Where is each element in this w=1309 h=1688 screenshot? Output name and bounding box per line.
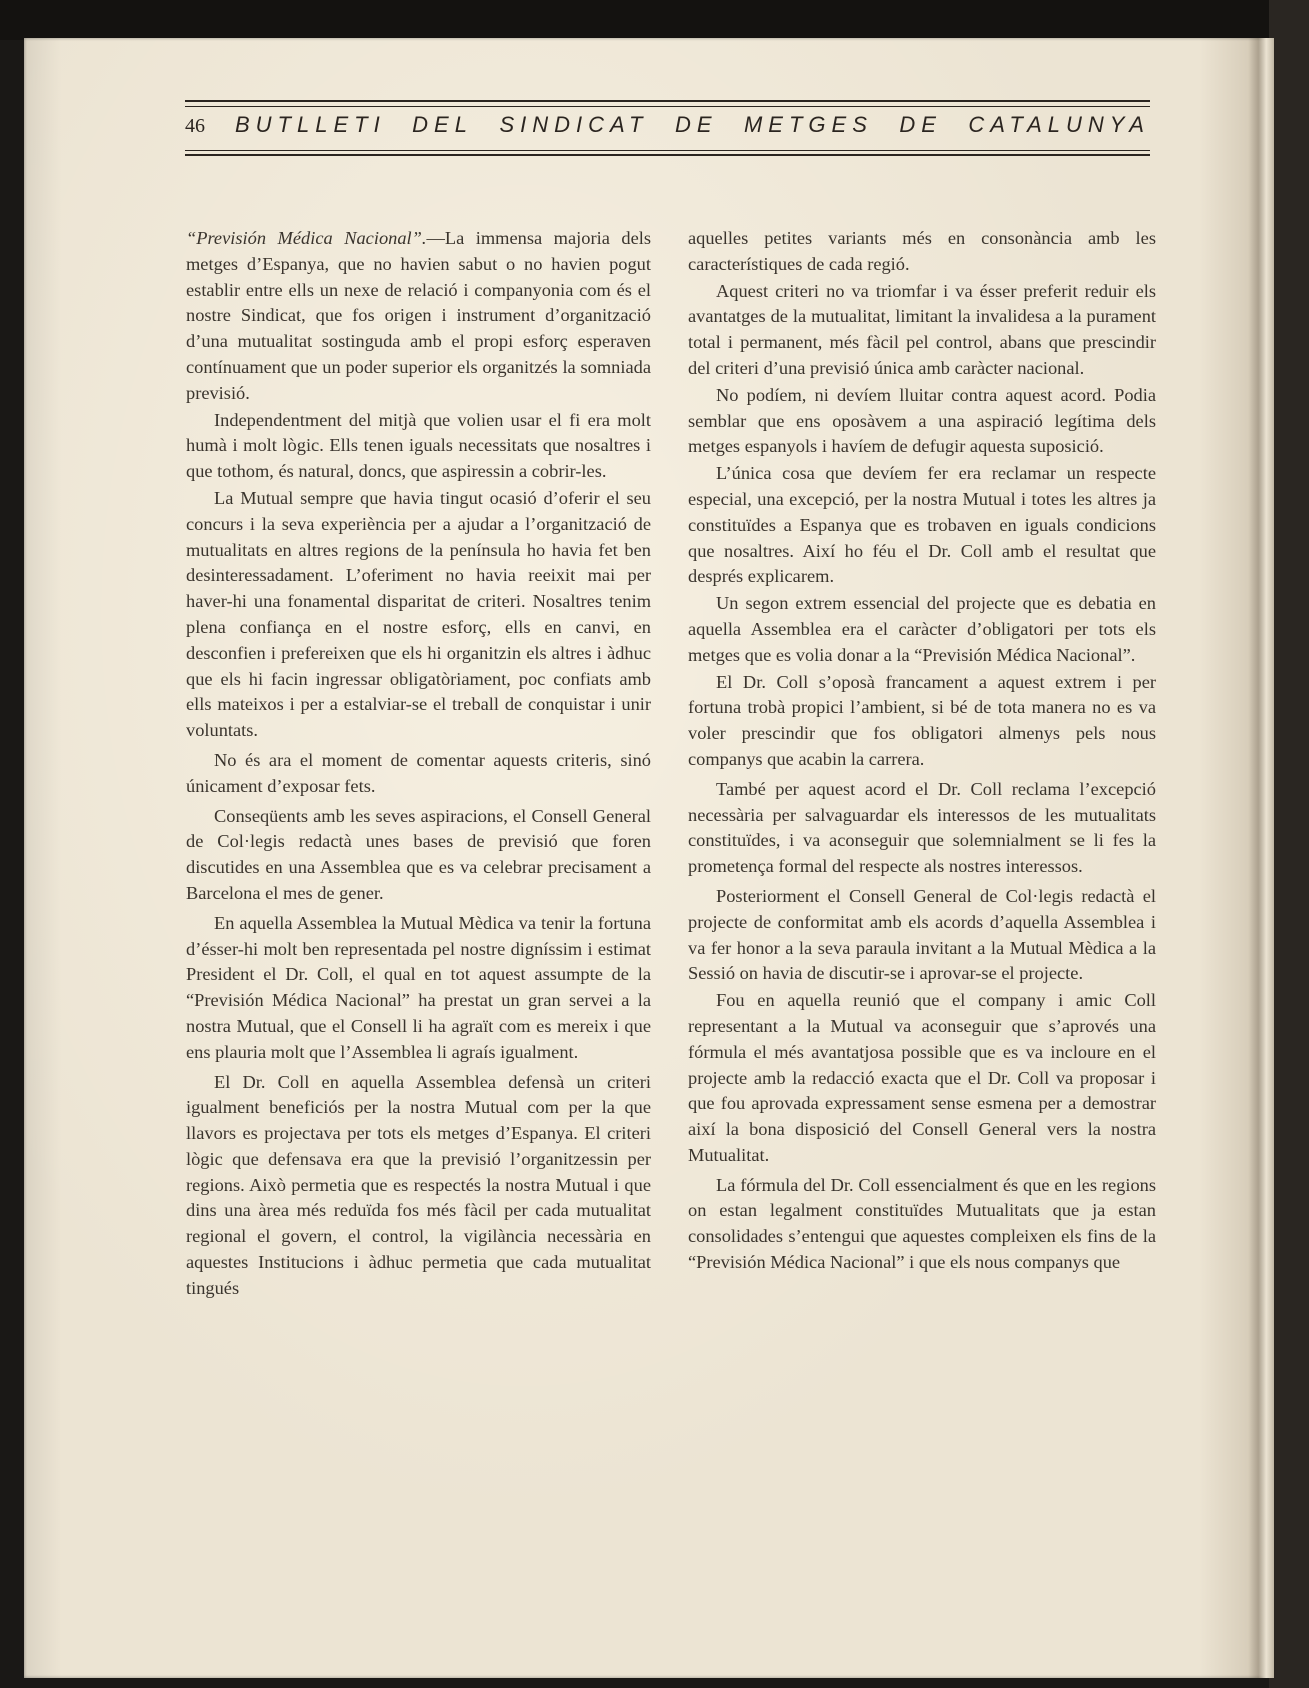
page-number: 46 [185,115,205,137]
paragraph: En aquella Assemblea la Mutual Mèdica va tenir la fortuna d’ésser-hi molt ben representada pel nostre digníssim i estimat President el Dr. Coll, el qual en tot aquest assumpte de la “Previsión Médica Nacional” ha prestat un gran servei a la nostra Mutual, que el Consell li ha agraït com es mereix i que ens plauria molt que l’Assemblea li agraís igualment. [186,912,651,1062]
paragraph: aquelles petites variants més en consonància amb les característiques de cada regió. [688,228,1156,274]
paragraph: Independentment del mitjà que volien usar el fi era molt humà i molt lògic. Ells tenen iguals necessitats que nosaltres i que tothom, és natural, doncs, que aspiressin a cobrir-les. [186,409,651,482]
paragraph: Un segon extrem essencial del projecte que es debatia en aquella Assemblea era el caràcter d’obligatori per tots els metges que es volia donar a la “Previsión Médica Nacional”. [688,593,1156,665]
paragraph: Conseqüents amb les seves aspiracions, el Consell General de Col·legis redactà unes bases de previsió que foren discutides en una Assemblea que es va celebrar precisament a Barcelona el mes de gener. [186,805,651,903]
paragraph: La Mutual sempre que havia tingut ocasió d’oferir el seu concurs i la seva experiència per a ajudar a l’organització de mutualitats en altres regions de la península ho havia fet ben desinteressadament. L’oferiment no havia reeixit mai per haver-hi una fonamental disparitat de criteri. Nosaltres tenim plena confiança en el nostre esforç, ells en canvi, en desconfien i prefereixen que els hi organitzin els altres i àdhuc que els hi facin ingressar obligatòriament, poc confiats amb ells mateixos i per a estalviar-se el treball de conquistar i unir voluntats. [186,487,651,741]
paragraph: No podíem, ni devíem lluitar contra aquest acord. Podia semblar que ens oposàvem a una aspiració legítima dels metges espanyols i havíem de defugir aquesta suposició. [688,384,1156,457]
paragraph [186,226,651,407]
left-column [186,226,651,1303]
journal-title-word: CATALUNYA [968,112,1150,137]
journal-title-word: DE [899,112,942,137]
journal-title-word: METGES [743,112,873,137]
header-rule-top [185,100,1150,102]
paragraph: No és ara el moment de comentar aquests criteris, sinó únicament d’exposar fets. [186,749,651,796]
journal-title-word: BUTLLETI [235,112,386,137]
paragraph: El Dr. Coll en aquella Assemblea defensà un criteri igualment beneficiós per la nostra Mutual com per la que llavors es projectava per tots els metges d’Espanya. El criteri lògic que defensava era que la previsió l’organitzessin per regions. Això permetia que es respectés la nostra Mutual i que dins una àrea més reduïda fos més fàcil per cada mutualitat regional el govern, el control, la vigilància necessària en aquestes Institucions i àdhuc permetia que cada mutualitat tingués [186,1071,651,1298]
right-column [688,226,1156,1277]
paragraph: Posteriorment el Consell General de Col·legis redactà el projecte de conformitat amb els acords d’aquella Assemblea i va fer honor a la seva paraula invitant a la Mutual Mèdica a la Sessió on havia de discutir-se i aprovar-se el projecte. [688,885,1156,984]
header-rule-top-thin [185,106,1150,107]
paragraph-text: —La immensa majoria dels metges d’Espanya, que no havien sabut o no havien pogut establir entre ells un nexe de relació i companyonia com és el nostre Sindicat, que fos origen i instrument d’organització d’una mutualitat sostinguda amb el propi esforç esperaven contínuament que un poder superior els organitzés la somniada previsió. [186,228,651,403]
paragraph: La fórmula del Dr. Coll essencialment és que en les regions on estan legalment constituïdes Mutualitats que ja estan consolidades s’entengui que aquestes compleixen els fins de la “Previsión Médica Nacional” i que els nous companys que [688,1174,1156,1273]
journal-title-word: DEL [412,112,473,137]
journal-title-word: SINDICAT [499,112,649,137]
header-rule-bottom [185,154,1150,156]
running-header [185,100,1150,170]
paragraph: Aquest criteri no va triomfar i va ésser preferit reduir els avantatges de la mutualitat, limitant la invalidesa a la purament total i permanent, més fàcil pel control, abans que prescindir del criteri d’una previsió única amb caràcter nacional. [688,280,1156,378]
journal-title-word: DE [674,112,718,137]
journal-title [235,112,1150,138]
header-rule-bottom-thin [185,150,1150,151]
section-heading: “Previsión Médica Nacional”. [186,228,427,248]
scan-background-right [1269,0,1309,1688]
header-text [185,112,1150,146]
page-fold-shadow [1248,38,1274,1678]
scan-background-top [0,0,1309,40]
paragraph: També per aquest acord el Dr. Coll reclama l’excepció necessària per salvaguardar els interessos de les mutualitats constituïdes, i va aconseguir que solemnialment se li fes la prometença formal del respecte als nostres interessos. [688,778,1156,877]
paragraph: L’única cosa que devíem fer era reclamar un respecte especial, una excepció, per la nostra Mutual i totes les altres ja constituïdes a Espanya que es trobaven en iguals condicions que nosaltres. Així ho féu el Dr. Coll amb el resultat que després explicarem. [688,463,1156,587]
paragraph: Fou en aquella reunió que el company i amic Coll representant a la Mutual va aconseguir que s’aprovés una fórmula el més avantatjosa possible que es va incloure en el projecte amb la redacció exacta que el Dr. Coll va proposar i que fou aprovada expressament sense esmena per a demostrar així la bona disposició del Consell General vers la nostra Mutualitat. [688,990,1156,1165]
paragraph: El Dr. Coll s’oposà francament a aquest extrem i per fortuna trobà propici l’ambient, si bé de tota manera no es va voler prescindir que fos obligatori almenys pels nous companys que acabin la carrera. [688,671,1156,769]
